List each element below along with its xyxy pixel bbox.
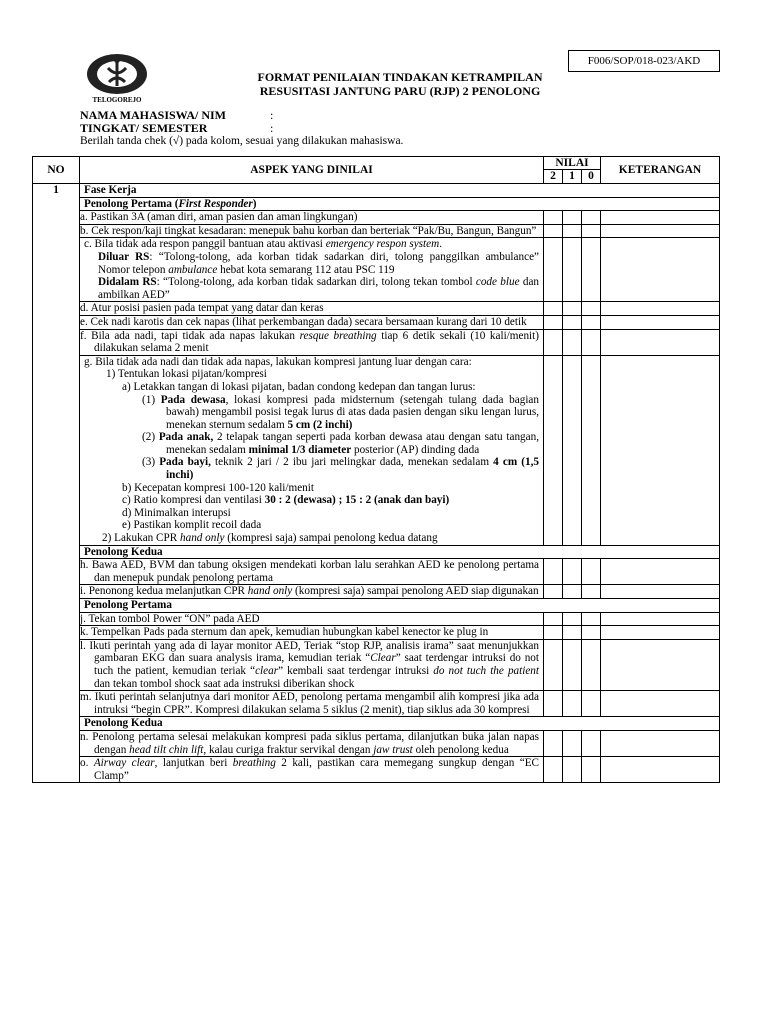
check-cell[interactable] [582, 626, 601, 640]
note-cell[interactable] [601, 211, 720, 225]
check-cell[interactable] [601, 691, 720, 717]
check-cell[interactable] [582, 302, 601, 316]
table-row [33, 559, 720, 585]
table-row [33, 730, 720, 756]
check-cell[interactable] [544, 612, 563, 626]
check-cell[interactable] [563, 238, 582, 302]
item-j: j. Tekan tombol Power “ON” pada AED [80, 612, 544, 626]
score-2: 2 [544, 170, 563, 184]
check-cell[interactable] [601, 626, 720, 640]
check-cell[interactable] [563, 211, 582, 225]
phase-label: Fase Kerja [80, 184, 720, 198]
check-cell[interactable] [544, 585, 563, 599]
check-cell[interactable] [582, 224, 601, 238]
item-f: f. Bila ada nadi, tapi tidak ada napas lakukan resque breathing tiap 6 detik sekali (10 kali/menit) dilakukan selama 2 menit [80, 329, 544, 355]
check-cell[interactable] [601, 757, 720, 783]
item-o: o. Airway clear, lanjutkan beri breathing 2 kali, pastikan cara memegang sungkup dengan “EC Clamp” [80, 757, 544, 783]
item-m: m. Ikuti perintah selanjutnya dari monitor AED, penolong pertama mengambil alih kompresi jika ada intruksi “begin CPR”. Kompresi dilakukan selama 5 siklus (2 menit), tiap siklus ada 30 kompresi [80, 691, 544, 717]
table-row [33, 211, 720, 225]
check-cell[interactable] [601, 315, 720, 329]
item-k: k. Tempelkan Pads pada sternum dan apek, kemudian hubungkan kabel kenector ke plug in [80, 626, 544, 640]
check-cell[interactable] [601, 730, 720, 756]
section-first-responder-2: Penolong Pertama [80, 599, 720, 613]
document-code: F006/SOP/018-023/AKD [568, 50, 720, 72]
check-cell[interactable] [563, 329, 582, 355]
item-l: l. Ikuti perintah yang ada di layar monitor AED, Teriak “stop RJP, analisis irama” saat menunjukkan gambaran EKG dan suara analysis irama, kemudian teriak “Clear” saat terdengar intruksi do not tuch the patient, kemudian teriak “clear” kembali saat terdengar intruksi do not tuch the patient dan tekan tombol shock saat ada instruksi diberikan shock [80, 639, 544, 690]
logo-text: TELOGOREJO [92, 96, 142, 104]
item-i: i. Penonong kedua melanjutkan CPR hand only (kompresi saja) sampai penolong AED siap digunakan [80, 585, 544, 599]
item-b: b. Cek respon/kaji tingkat kesadaran: menepuk bahu korban dan berteriak “Pak/Bu, Bangun, Bangun” [80, 224, 544, 238]
score-0: 0 [582, 170, 601, 184]
check-cell[interactable] [544, 224, 563, 238]
check-cell[interactable] [582, 355, 601, 545]
level-label: TINGKAT/ SEMESTER [80, 121, 208, 135]
header-row [33, 157, 720, 170]
check-cell[interactable] [544, 757, 563, 783]
assessment-table [32, 156, 720, 783]
check-cell[interactable] [563, 730, 582, 756]
table-row [33, 355, 720, 545]
item-h: h. Bawa AED, BVM dan tabung oksigen mendekati korban lalu serahkan AED ke penolong pertama dan menepuk pundak penolong pertama [80, 559, 544, 585]
table-row [33, 691, 720, 717]
check-cell[interactable] [544, 315, 563, 329]
check-cell[interactable] [601, 224, 720, 238]
check-cell[interactable] [582, 691, 601, 717]
col-no: NO [33, 157, 80, 184]
section-first-responder: Penolong Pertama (First Responder) [80, 197, 720, 211]
check-cell[interactable] [582, 315, 601, 329]
check-cell[interactable] [563, 224, 582, 238]
table-row [33, 238, 720, 302]
check-cell[interactable] [582, 730, 601, 756]
table-row [33, 302, 720, 316]
student-identity: NAMA MAHASISWA/ NIM : TINGKAT/ SEMESTER : [80, 108, 274, 135]
check-cell[interactable] [563, 302, 582, 316]
instruction: Berilah tanda chek (√) pada kolom, sesuai yang dilakukan mahasiswa. [80, 135, 404, 147]
check-cell[interactable] [582, 612, 601, 626]
col-aspect: ASPEK YANG DINILAI [80, 157, 544, 184]
item-n: n. Penolong pertama selesai melakukan kompresi pada siklus pertama, dilanjutkan buka jalan napas dengan head tilt chin lift, kalau curiga fraktur servikal dengan jaw trust oleh penolong kedua [80, 730, 544, 756]
check-cell[interactable] [563, 757, 582, 783]
check-cell[interactable] [563, 612, 582, 626]
check-cell[interactable] [544, 355, 563, 545]
check-cell[interactable] [601, 238, 720, 302]
check-cell[interactable] [582, 211, 601, 225]
check-cell[interactable] [544, 329, 563, 355]
name-label: NAMA MAHASISWA/ NIM [80, 108, 227, 122]
check-cell[interactable] [601, 612, 720, 626]
row-number: 1 [33, 184, 80, 783]
check-cell[interactable] [563, 626, 582, 640]
check-cell[interactable] [582, 559, 601, 585]
check-cell[interactable] [544, 559, 563, 585]
check-cell[interactable] [563, 691, 582, 717]
table-row [33, 315, 720, 329]
check-cell[interactable] [582, 238, 601, 302]
check-cell[interactable] [544, 691, 563, 717]
section-second-responder-2: Penolong Kedua [80, 717, 720, 731]
form-title: FORMAT PENILAIAN TINDAKAN KETRAMPILAN RESUSITASI JANTUNG PARU (RJP) 2 PENOLONG [257, 70, 543, 98]
check-cell[interactable] [601, 329, 720, 355]
phase-row [33, 184, 720, 198]
table-row [33, 757, 720, 783]
check-cell[interactable] [582, 757, 601, 783]
check-cell[interactable] [544, 211, 563, 225]
table-row [33, 224, 720, 238]
table-row [33, 612, 720, 626]
check-cell[interactable] [563, 355, 582, 545]
check-cell[interactable] [544, 302, 563, 316]
col-note: KETERANGAN [601, 157, 720, 184]
check-cell[interactable] [563, 585, 582, 599]
check-cell[interactable] [601, 355, 720, 545]
check-cell[interactable] [544, 730, 563, 756]
check-cell[interactable] [544, 639, 563, 690]
item-c: c. Bila tidak ada respon panggil bantuan atau aktivasi emergency respon system. Diluar RS: “Tolong-tolong, ada korban tidak sadarkan diri, tolong panggilkan ambulance” Nomor telepon ambulance hebat kota semarang 112 atau PSC 119 Didalam RS: “Tolong-tolong, ada korban tidak sadarkan diri, tolong tekan tombol code blue dan ambilkan AED” [80, 238, 544, 302]
score-1: 1 [563, 170, 582, 184]
check-cell[interactable] [544, 238, 563, 302]
check-cell[interactable] [563, 559, 582, 585]
check-cell[interactable] [582, 329, 601, 355]
check-cell[interactable] [601, 559, 720, 585]
item-g: g. Bila tidak ada nadi dan tidak ada napas, lakukan kompresi jantung luar dengan cara: 1) Tentukan lokasi pijatan/kompresi a) Letakkan tangan di lokasi pijatan, badan condong kedepan dan tangan lurus: (1) Pada dewasa, lokasi kompresi pada midsternum (setengah tulang dada bagian bawah) mengambil posisi tegak lurus di atas dada pasien dengan siku lengan lurus, menekan sternum sedalam 5 cm (2 inchi) (2) Pada anak, 2 telapak tangan seperti pada korban dewasa atau dengan satu tangan, menekan sedalam minimal 1/3 diameter posterior (AP) dinding dada (3) Pada bayi, teknik 2 jari / 2 ibu jari melingkar dada, menekan sedalam 4 cm (1,5 inchi) b) Kecepatan kompresi 100-120 kali/menit c) Ratio kompresi dan ventilasi 30 : 2 (dewasa) ; 15 : 2 (anak dan bayi) d) Minimalkan interupsi e) Pastikan komplit recoil dada 2) Lakukan CPR hand only (kompresi saja) sampai penolong kedua datang [80, 355, 544, 545]
check-cell[interactable] [582, 585, 601, 599]
section-second-responder-1: Penolong Kedua [80, 545, 720, 559]
table-row [33, 329, 720, 355]
check-cell[interactable] [601, 639, 720, 690]
check-cell[interactable] [582, 639, 601, 690]
check-cell[interactable] [544, 626, 563, 640]
item-a: a. Pastikan 3A (aman diri, aman pasien dan aman lingkungan) [80, 211, 544, 225]
col-score: NILAI [544, 157, 601, 170]
table-row [33, 585, 720, 599]
check-cell[interactable] [601, 302, 720, 316]
item-e: e. Cek nadi karotis dan cek napas (lihat perkembangan dada) secara bersamaan kurang dari 10 detik [80, 315, 544, 329]
table-row [33, 626, 720, 640]
item-d: d. Atur posisi pasien pada tempat yang datar dan keras [80, 302, 544, 316]
check-cell[interactable] [563, 639, 582, 690]
table-row [33, 639, 720, 690]
check-cell[interactable] [563, 315, 582, 329]
check-cell[interactable] [601, 585, 720, 599]
